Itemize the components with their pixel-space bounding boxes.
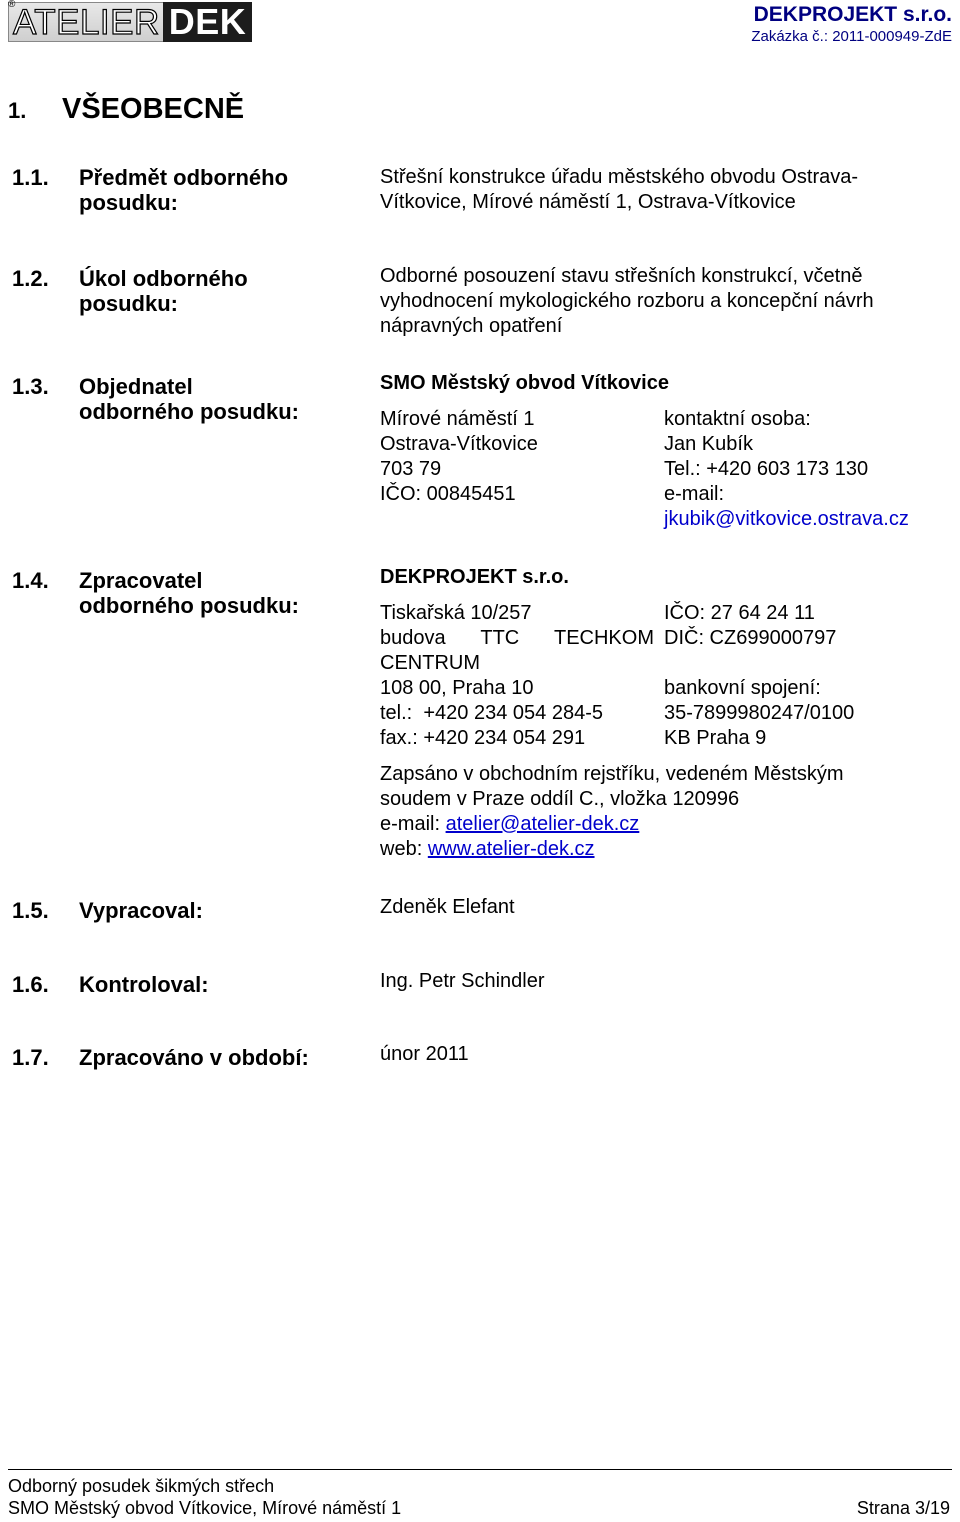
client-contact: kontaktní osoba: Jan Kubík Tel.: +420 603 173 130 e-mail: jkubik@vitkovice.ostrava.cz — [664, 408, 909, 530]
registered-mark: ® — [8, 0, 16, 10]
prepared-by-value: Zdeněk Elefant — [380, 896, 515, 918]
item-number-1-6: 1.6. — [12, 972, 49, 997]
atelier-dek-logo — [8, 2, 252, 42]
processor-register: Zapsáno v obchodním rejstříku, vedeném Městským soudem v Praze oddíl C., vložka 120996 e-mail: atelier@atelier-dek.cz web: www.atelier-dek.cz — [380, 763, 844, 860]
processor-ids: IČO: 27 64 24 11 DIČ: CZ699000797 — [664, 602, 837, 649]
item-number-1-3: 1.3. — [12, 374, 49, 399]
processor-address: Tiskařská 10/257 budova TTC TECHKOM CENTRUM 108 00, Praha 10 tel.: +420 234 054 284-5 fax.: +420 234 054 291 — [380, 602, 654, 749]
item-label-subject: Předmět odborného posudku: — [79, 165, 289, 215]
section-title: VŠEOBECNĚ — [62, 93, 245, 125]
header-company: DEKPROJEKT s.r.o. — [753, 3, 952, 26]
footer-document-title: Odborný posudek šikmých střech — [8, 1476, 275, 1496]
item-label-task: Úkol odborného posudku: — [79, 266, 248, 316]
logo-text-dek: DEK — [163, 2, 253, 42]
item-label-processor: Zpracovatel odborného posudku: — [79, 568, 299, 618]
processor-name: DEKPROJEKT s.r.o. — [380, 566, 569, 588]
processor-bank: bankovní spojení: 35-7899980247/0100 KB Praha 9 — [664, 677, 855, 749]
item-value-task: Odborné posouzení stavu střešních konstrukcí, včetně vyhodnocení mykologického rozboru a koncepční návrh nápravných opatření — [380, 265, 874, 337]
checked-by-value: Ing. Petr Schindler — [380, 970, 545, 992]
client-name: SMO Městský obvod Vítkovice — [380, 372, 669, 394]
header-info — [751, 2, 952, 46]
item-value-subject: Střešní konstrukce úřadu městského obvodu Ostrava- Vítkovice, Mírové náměstí 1, Ostrava-Vítkovice — [380, 166, 859, 213]
item-number-1-2: 1.2. — [12, 266, 49, 291]
processor-building-line: budova TTC TECHKOM — [380, 627, 654, 649]
footer-divider — [8, 1469, 952, 1470]
footer-client-address: SMO Městský obvod Vítkovice, Mírové náměstí 1 — [8, 1498, 402, 1518]
item-number-1-7: 1.7. — [12, 1045, 49, 1070]
item-label-client: Objednatel odborného posudku: — [79, 374, 299, 424]
processor-web-link[interactable]: www.atelier-dek.cz — [427, 838, 595, 860]
item-number-1-5: 1.5. — [12, 898, 49, 923]
logo-text-atelier: ATELIER — [8, 2, 163, 42]
section-number: 1. — [8, 98, 27, 123]
footer-page-number: Strana 3/19 — [856, 1498, 950, 1518]
item-number-1-1: 1.1. — [12, 165, 49, 190]
header-order-number: Zakázka č.: 2011-000949-ZdE — [751, 28, 952, 45]
item-label-prepared-by: Vypracoval: — [79, 898, 203, 923]
processor-email-link[interactable]: atelier@atelier-dek.cz — [445, 813, 640, 835]
period-value: únor 2011 — [380, 1043, 469, 1065]
client-address: Mírové náměstí 1 Ostrava-Vítkovice 703 79 IČO: 00845451 — [380, 408, 538, 505]
item-label-checked-by: Kontroloval: — [79, 972, 209, 997]
item-label-period: Zpracováno v období: — [79, 1045, 309, 1070]
section-heading — [8, 90, 244, 128]
item-number-1-4: 1.4. — [12, 568, 49, 593]
client-email-link[interactable]: jkubik@vitkovice.ostrava.cz — [664, 508, 909, 530]
